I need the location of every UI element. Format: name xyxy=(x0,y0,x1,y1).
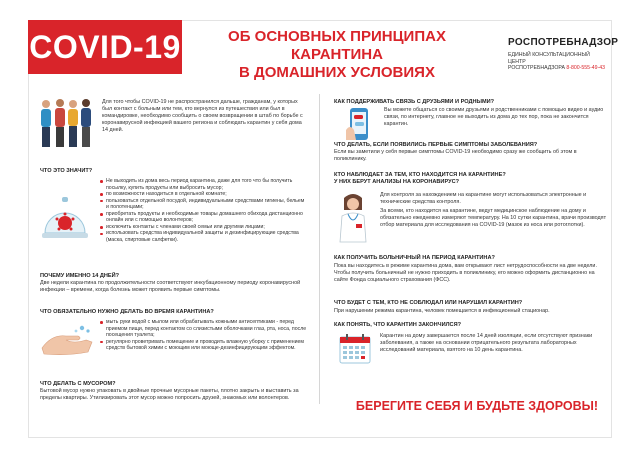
covid-badge: COVID-19 xyxy=(28,20,182,74)
smartphone-chat-icon xyxy=(344,106,378,142)
section-who-observes-text-2: За всеми, кто находится на карантине, ведут медицинское наблюдение на дому и обязательно ежедневно измеряют температуру. На 10 сутки карантина, врачи производят отбор материала для исследования на COVID-19 (мазок из носа или ротоглотки). xyxy=(380,208,607,228)
section-what-means-title: ЧТО ЭТО ЗНАЧИТ? xyxy=(40,168,93,174)
section-sick-leave-text: Пока вы находитесь в режиме карантина дома, вам открывают лист нетрудоспособности на две недели. Чтобы получить больничный не нужно приходить в поликлинику, его можно оформить дистанционно на сайте Фонда социального страхования (ФСС). xyxy=(334,263,597,283)
hotline-block xyxy=(508,52,608,72)
section-quarantine-end-title: КАК ПОНЯТЬ, ЧТО КАРАНТИН ЗАКОНЧИЛСЯ? xyxy=(334,322,462,328)
family-illustration-icon xyxy=(38,98,94,150)
org-name: РОСПОТРЕБНАДЗОР xyxy=(508,37,619,48)
section-stay-connected-text: Вы можете общаться со своими друзьями и родственниками с помощью видео и аудио связи, по интернету, главное не выходить из дома до тех пор, пока не закончится карантин. xyxy=(384,107,604,127)
section-must-do-list xyxy=(100,319,308,352)
list-item: использовать средства индивидуальной защиты и дезинфицирующие средства (маска, спиртовые салфетки). xyxy=(100,230,308,243)
title-line-1: ОБ ОСНОВНЫХ ПРИНЦИПАХ КАРАНТИНА xyxy=(228,28,446,63)
section-trash-title: ЧТО ДЕЛАТЬ С МУСОРОМ? xyxy=(40,381,116,387)
list-item: пользоваться отдельной посудой, индивидуальными средствами гигиены, бельем и полотенцами; xyxy=(100,198,308,211)
poster-title xyxy=(188,28,486,82)
section-must-do-title: ЧТО ОБЯЗАТЕЛЬНО НУЖНО ДЕЛАТЬ ВО ВРЕМЯ КАРАНТИНА? xyxy=(40,309,214,315)
section-violation-text: При нарушении режима карантина, человек помещается в инфекционный стационар. xyxy=(334,308,550,314)
list-item: по возможности находиться в отдельной комнате; xyxy=(100,191,308,198)
hotline-line-2: РОСПОТРЕБНАДЗОРА xyxy=(508,65,565,71)
who-observes-line-2: У НИХ БЕРУТ АНАЛИЗЫ НА КОРОНАВИРУС? xyxy=(334,179,460,185)
hotline-line-1: ЕДИНЫЙ КОНСУЛЬТАЦИОННЫЙ ЦЕНТР xyxy=(508,52,590,65)
who-observes-line-1: КТО НАБЛЮДАЕТ ЗА ТЕМ, КТО НАХОДИТСЯ НА КАРАНТИНЕ? xyxy=(334,172,506,178)
list-item: приобретать продукты и необходимые товары домашнего обихода дистанционно онлайн или с помощью волонтеров; xyxy=(100,211,308,224)
column-divider xyxy=(319,94,320,404)
list-item: исключить контакты с членами своей семьи или другими лицами; xyxy=(100,224,308,231)
section-sick-leave-title: КАК ПОЛУЧИТЬ БОЛЬНИЧНЫЙ НА ПЕРИОД КАРАНТИНА? xyxy=(334,255,495,261)
section-who-observes-text-1: Для контроля за нахождением на карантине могут использоваться электронные и технические средства контроля. xyxy=(380,192,587,205)
title-line-2: В ДОМАШНИХ УСЛОВИЯХ xyxy=(239,64,435,81)
list-item: регулярно проветривать помещение и проводить влажную уборку с применением средств бытовой химии с моющим или моюще-дезинфицирующим эффектом. xyxy=(100,339,308,352)
section-quarantine-end-text: Карантин на дому завершается после 14 дней изоляции, если отсутствуют признаки заболевания, а также на основании отрицательного результата лабораторных исследований материала, взятого на 10 день карантина. xyxy=(380,333,593,353)
doctor-icon xyxy=(336,192,370,242)
section-what-means-list xyxy=(100,178,308,243)
section-trash-text: Бытовой мусор нужно упаковать в двойные прочные мусорные пакеты, плотно закрыть и выставить за пределы квартиры. Утилизировать этот мусор можно попросить друзей, знакомых или волонтеров. xyxy=(40,388,299,401)
list-item: Не выходить из дома весь период карантина, даже для того что бы получить посылку, купить продукты или выбросить мусор; xyxy=(100,178,308,191)
section-stay-connected-title: КАК ПОДДЕРЖИВАТЬ СВЯЗЬ С ДРУЗЬЯМИ И РОДНЫМИ? xyxy=(334,99,495,105)
list-item: мыть руки водой с мылом или обрабатывать кожными антисептиками - перед приемом пищи, перед контактом со слизистыми оболочками глаз, рта, носа, после посещения туалета; xyxy=(100,319,308,339)
hotline-number: 8-800-555-49-43 xyxy=(566,65,606,71)
section-first-symptoms-title: ЧТО ДЕЛАТЬ, ЕСЛИ ПОЯВИЛИСЬ ПЕРВЫЕ СИМПТОМЫ ЗАБОЛЕВАНИЯ? xyxy=(334,142,538,148)
section-why-14-days-title: ПОЧЕМУ ИМЕННО 14 ДНЕЙ? xyxy=(40,273,120,279)
hands-washing-icon xyxy=(38,322,96,356)
left-intro-text: Для того чтобы COVID-19 не распространился дальше, гражданам, у которых был контакт с больным или тем, кто вернулся из путешествия или был в командировке, необходимо сообщить о своем возвращении в штаб по борьбе с коронавирусной инфекцией вашего региона и соблюдать карантин у себя дома 14 дней. xyxy=(102,99,303,133)
closing-slogan: БЕРЕГИТЕ СЕБЯ И БУДЬТЕ ЗДОРОВЫ! xyxy=(355,399,599,413)
section-why-14-days-text: Две недели карантина по продолжительности соответствуют инкубационному периоду коронавирусной инфекции – времени, когда болезнь может проявить первые симптомы. xyxy=(40,280,301,293)
virus-dome-icon xyxy=(40,195,90,245)
section-who-observes-title xyxy=(334,172,506,186)
calendar-icon xyxy=(338,333,372,365)
section-first-symptoms-text: Если вы заметили у себя первые симптомы COVID-19 необходимо сразу же сообщить об этом в поликлинику. xyxy=(334,149,577,162)
section-violation-title: ЧТО БУДЕТ С ТЕМ, КТО НЕ СОБЛЮДАЛ ИЛИ НАРУШИЛ КАРАНТИН? xyxy=(334,300,523,306)
